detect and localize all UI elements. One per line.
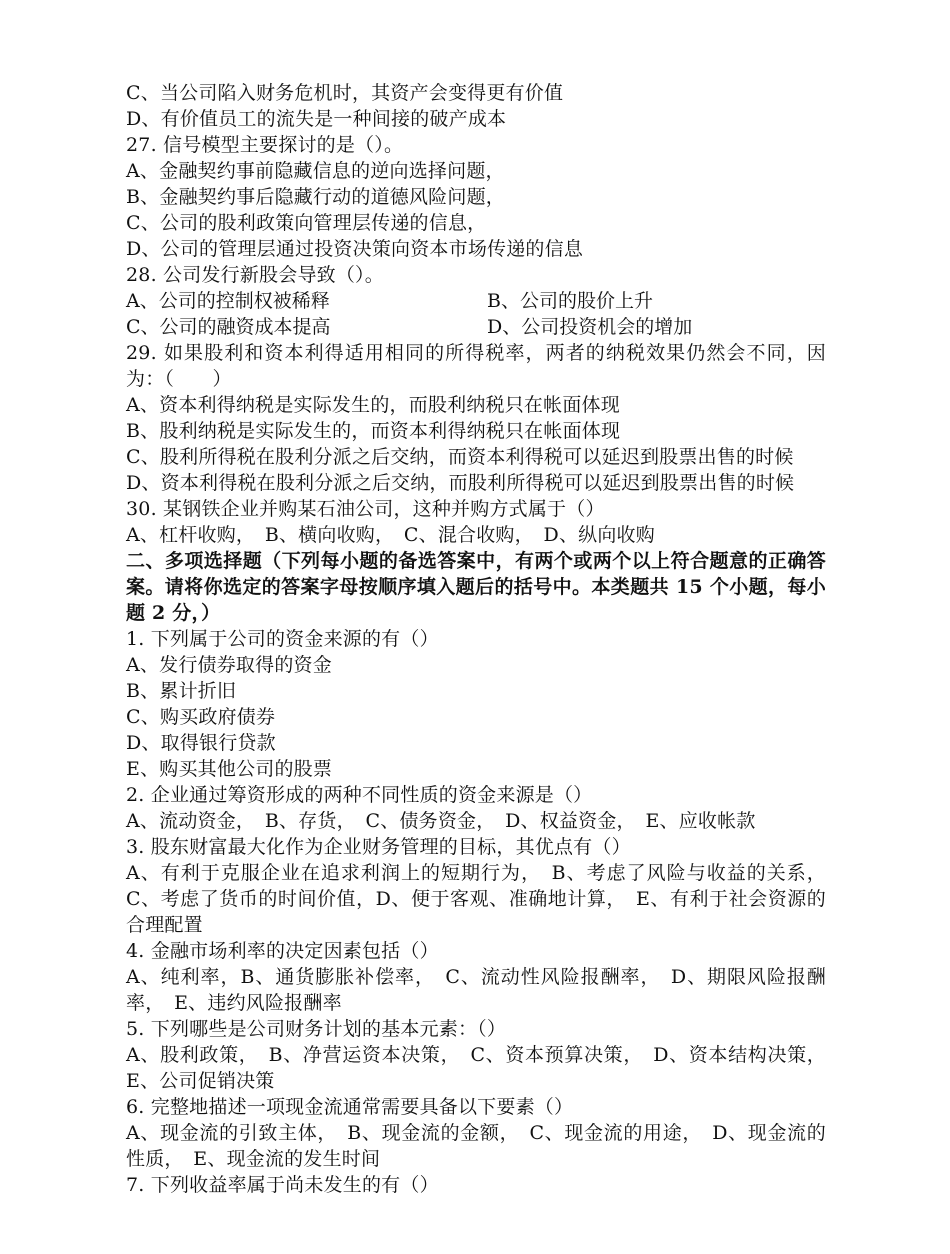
mq1-option-d: D、取得银行贷款: [126, 732, 276, 754]
q29-option-c: C、股利所得税在股利分派之后交纳，而资本利得税可以延迟到股票出售的时候: [126, 446, 794, 468]
q27-option-d: D、公司的管理层通过投资决策向资本市场传递的信息: [126, 238, 584, 260]
q27-option-a: A、金融契约事前隐藏信息的逆向选择问题，: [126, 160, 505, 182]
document-page: [126, 80, 826, 1198]
mq5-options: A、股利政策， B、净营运资本决策， C、资本预算决策， D、资本结构决策，E、公司促销决策: [126, 1044, 826, 1092]
q29-option-a: A、资本利得纳税是实际发生的，而股利纳税只在帐面体现: [126, 394, 620, 416]
mq1-stem: 1. 下列属于公司的资金来源的有（）: [126, 628, 439, 650]
mq1-option-a: A、发行债券取得的资金: [126, 654, 332, 676]
mq3-options: A、有利于克服企业在追求利润上的短期行为， B、考虑了风险与收益的关系，C、考虑了货币的时间价值，D、便于客观、准确地计算， E、有利于社会资源的合理配置: [126, 862, 826, 936]
section-2-heading: 二、多项选择题（下列每小题的备选答案中，有两个或两个以上符合题意的正确答案。请将你选定的答案字母按顺序填入题后的括号中。本类题共 15 个小题，每小题 2 分，）: [126, 550, 826, 624]
q29-option-b: B、股利纳税是实际发生的，而资本利得纳税只在帐面体现: [126, 420, 621, 442]
mq1-option-c: C、购买政府债券: [126, 706, 276, 728]
mq1-option-b: B、累计折旧: [126, 680, 237, 702]
q28-option-c: C、公司的融资成本提高: [126, 316, 331, 338]
q26-option-c: C、当公司陷入财务危机时，其资产会变得更有价值: [126, 82, 564, 104]
mq5-stem: 5. 下列哪些是公司财务计划的基本元素：（）: [126, 1018, 507, 1040]
mq1-option-e: E、购买其他公司的股票: [126, 758, 333, 780]
mq4-stem: 4. 金融市场利率的决定因素包括（）: [126, 940, 439, 962]
mq2-options: A、流动资金， B、存货， C、债务资金， D、权益资金， E、应收帐款: [126, 810, 756, 832]
mq7-stem: 7. 下列收益率属于尚未发生的有（）: [126, 1174, 439, 1196]
mq3-stem: 3. 股东财富最大化作为企业财务管理的目标，其优点有（）: [126, 836, 631, 858]
q28-option-a: A、公司的控制权被稀释: [126, 290, 330, 312]
q29-stem: 29. 如果股利和资本利得适用相同的所得税率，两者的纳税效果仍然会不同，因为：（ ）: [126, 342, 826, 390]
mq6-stem: 6. 完整地描述一项现金流通常需要具备以下要素（）: [126, 1096, 574, 1118]
q28-option-d: D、公司投资机会的增加: [487, 316, 693, 338]
q28-options-row-2: [126, 314, 826, 340]
q27-option-b: B、金融契约事后隐藏行动的道德风险问题，: [126, 186, 505, 208]
mq4-options: A、纯利率，B、通货膨胀补偿率， C、流动性风险报酬率， D、期限风险报酬率， E、违约风险报酬率: [126, 966, 826, 1014]
q28-stem: 28. 公司发行新股会导致（）。: [126, 264, 384, 286]
q26-option-d: D、有价值员工的流失是一种间接的破产成本: [126, 108, 507, 130]
q30-options: A、杠杆收购， B、横向收购， C、混合收购， D、纵向收购: [126, 524, 655, 546]
mq6-options: A、现金流的引致主体， B、现金流的金额， C、现金流的用途， D、现金流的性质， E、现金流的发生时间: [126, 1122, 826, 1170]
mq2-stem: 2. 企业通过筹资形成的两种不同性质的资金来源是（）: [126, 784, 593, 806]
q27-stem: 27. 信号模型主要探讨的是（）。: [126, 134, 404, 156]
q28-options-row-1: [126, 288, 826, 314]
q30-stem: 30. 某钢铁企业并购某石油公司，这种并购方式属于（）: [126, 498, 605, 520]
q27-option-c: C、公司的股利政策向管理层传递的信息，: [126, 212, 487, 234]
q28-option-b: B、公司的股价上升: [487, 290, 653, 312]
q29-option-d: D、资本利得税在股利分派之后交纳，而股利所得税可以延迟到股票出售的时候: [126, 472, 795, 494]
